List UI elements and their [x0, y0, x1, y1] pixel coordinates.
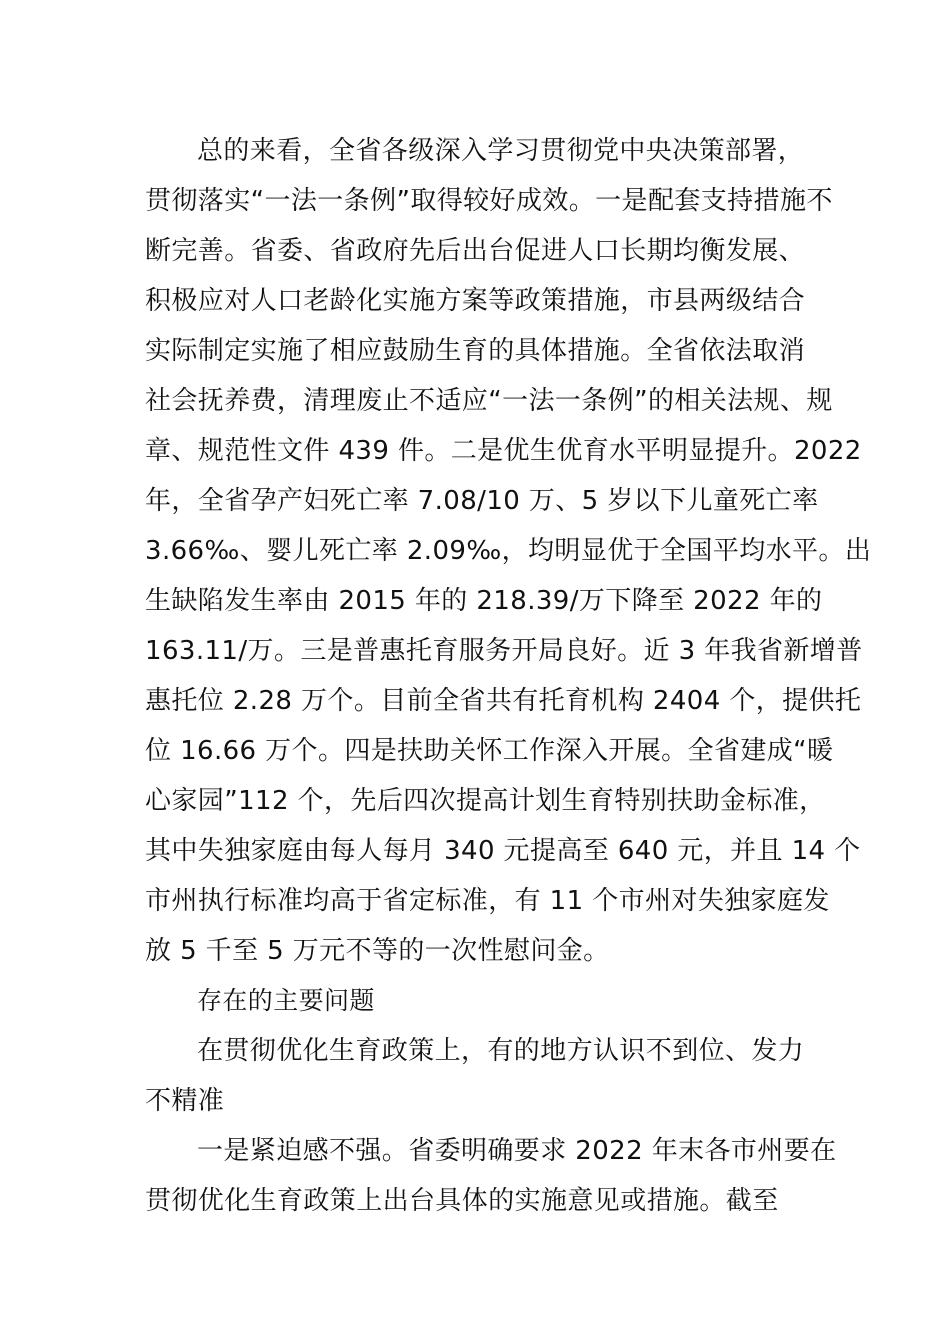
- issue-paragraph: [145, 1126, 837, 1226]
- text-line: 市州执行标准均高于省定标准，有 11 个市州对失独家庭发: [145, 886, 830, 916]
- text-line: 生缺陷发生率由 2015 年的 218.39/万下降至 2022 年的: [145, 586, 823, 616]
- summary-paragraph: [145, 126, 872, 976]
- text-line: 章、规范性文件 439 件。二是优生优育水平明显提升。2022: [145, 436, 862, 466]
- text-line: 积极应对人口老龄化实施方案等政策措施，市县两级结合: [145, 286, 806, 316]
- text-line: 放 5 千至 5 万元不等的一次性慰问金。: [145, 936, 610, 966]
- subheading-paragraph: [145, 1026, 807, 1126]
- text-line: 贯彻落实“一法一条例”取得较好成效。一是配套支持措施不: [145, 186, 833, 216]
- section-heading: [145, 976, 807, 1026]
- text-line: 不精准: [145, 1086, 225, 1116]
- text-line: 其中失独家庭由每人每月 340 元提高至 640 元，并且 14 个: [145, 836, 861, 866]
- document-body: [145, 126, 872, 1226]
- text-line: 一是紧迫感不强。省委明确要求 2022 年末各市州要在: [197, 1136, 837, 1166]
- text-line: 实际制定实施了相应鼓励生育的具体措施。全省依法取消: [145, 336, 806, 366]
- text-line: 在贯彻优化生育政策上，有的地方认识不到位、发力: [197, 1036, 805, 1066]
- text-line: 惠托位 2.28 万个。目前全省共有托育机构 2404 个，提供托: [145, 686, 862, 716]
- text-line: 3.66‰、婴儿死亡率 2.09‰，均明显优于全国平均水平。出: [145, 536, 872, 566]
- text-line: 心家园”112 个，先后四次提高计划生育特别扶助金标准，: [145, 786, 826, 816]
- text-line: 社会抚养费，清理废止不适应“一法一条例”的相关法规、规: [145, 386, 833, 416]
- text-line: 年，全省孕产妇死亡率 7.08/10 万、5 岁以下儿童死亡率: [145, 486, 819, 516]
- text-line: 断完善。省委、省政府先后出台促进人口长期均衡发展、: [145, 236, 806, 266]
- text-line: 总的来看，全省各级深入学习贯彻党中央决策部署，: [197, 136, 805, 166]
- text-line: 位 16.66 万个。四是扶助关怀工作深入开展。全省建成“暖: [145, 736, 834, 766]
- text-line: 贯彻优化生育政策上出台具体的实施意见或措施。截至: [145, 1186, 779, 1216]
- heading-text: 存在的主要问题: [197, 986, 375, 1015]
- text-line: 163.11/万。三是普惠托育服务开局良好。近 3 年我省新增普: [145, 636, 863, 666]
